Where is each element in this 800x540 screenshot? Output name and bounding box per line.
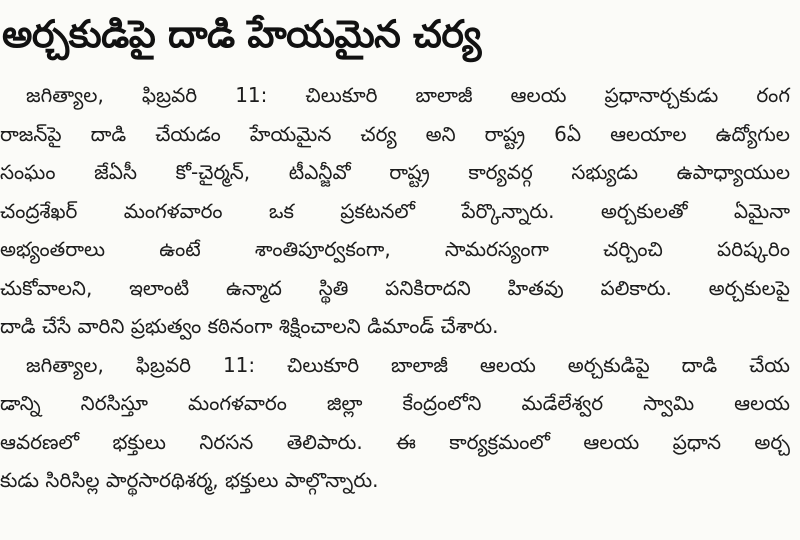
paragraph-2-line-4: కుడు సిరిసిల్ల పార్థసారథిశర్మ, భక్తులు పాల్గొన్నారు. bbox=[0, 468, 379, 492]
paragraph-1-line-7: దాడి చేసే వారిని ప్రభుత్వం కఠినంగా శిక్షించాలని డిమాండ్ చేశారు. bbox=[0, 314, 499, 338]
paragraph-1-line-1: జగిత్యాల, ఫిబ్రవరి 11: చిలుకూరి బాలాజీ ఆలయ ప్రధానార్చకుడు రంగ bbox=[26, 83, 790, 107]
paragraph-2-line-3: ఆవరణలో భక్తులు నిరసన తెలిపారు. ఈ కార్యక్రమంలో ఆలయ ప్రధాన అర్చ bbox=[0, 429, 790, 454]
article-body bbox=[0, 76, 796, 500]
paragraph-1-line-2: రాజన్‌పై దాడి చేయడం హేయమైన చర్య అని రాష్ట్ర 6ఏ ఆలయాల ఉద్యోగుల bbox=[0, 121, 790, 146]
paragraph-1-line-4: చంద్రశేఖర్ మంగళవారం ఒక ప్రకటనలో పేర్కొన్నారు. అర్చకులతో ఏమైనా bbox=[0, 198, 790, 223]
paragraph-1-line-5: అభ్యంతరాలు ఉంటే శాంతిపూర్వకంగా, సామరస్యంగా చర్చించి పరిష్కరిం bbox=[0, 237, 790, 261]
paragraph-1-line-6: చుకోవాలని, ఇలాంటి ఉన్మాద స్థితి పనికిరాదని హితవు పలికారు. అర్చకులపై bbox=[0, 275, 790, 300]
paragraph-2-line-1: జగిత్యాల, ఫిబ్రవరి 11: చిలుకూరి బాలాజీ ఆలయ అర్చకుడిపై దాడి చేయ bbox=[26, 352, 790, 377]
paragraph-2-line-2: డాన్ని నిరసిస్తూ మంగళవారం జిల్లా కేంద్రంలోని మడేలేశ్వర స్వామి ఆలయ bbox=[0, 391, 790, 415]
article-headline: అర్చకుడిపై దాడి హేయమైన చర్య bbox=[2, 12, 481, 56]
paragraph-1-line-3: సంఘం జేఏసీ కో-చైర్మన్, టీఎన్జీవో రాష్ట్ర కార్యవర్గ సభ్యుడు ఉపాధ్యాయుల bbox=[0, 160, 790, 184]
